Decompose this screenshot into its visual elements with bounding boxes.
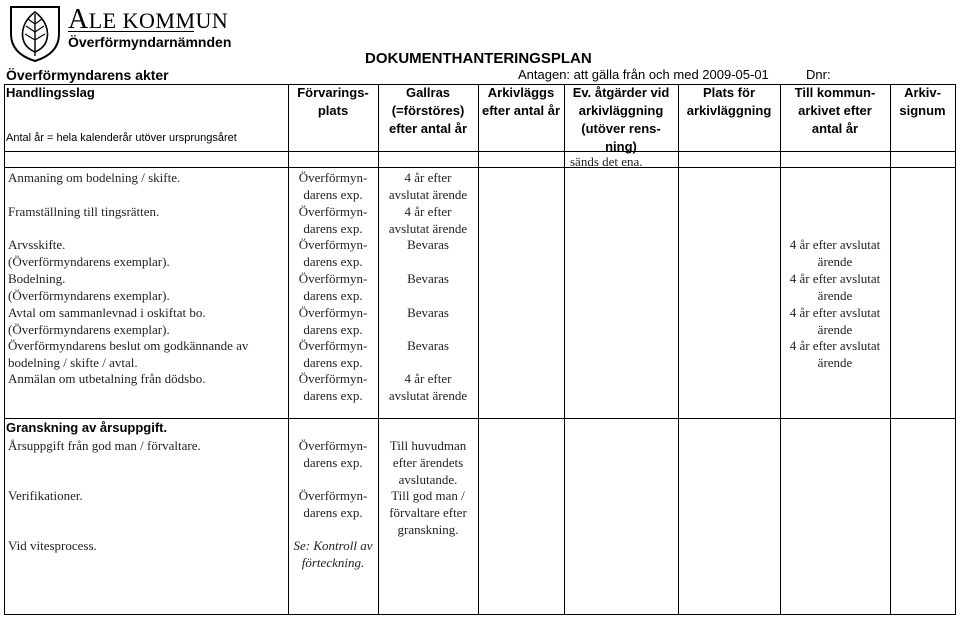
row-forvaring: darens exp. [303, 388, 363, 403]
col-header-line: antal år [811, 121, 859, 136]
table-row-1 [0, 169, 960, 203]
row-gallras: efter ärendets [392, 455, 464, 470]
row-gallras: Bevaras [407, 305, 449, 320]
adopted-date: Antagen: att gälla från och med 2009-05-01 [518, 67, 769, 82]
municipality-logo [8, 4, 62, 62]
col-header-line: Gallras [405, 85, 451, 100]
row-gallras: 4 år efter [404, 170, 452, 185]
col-header-line: Ev. åtgärder vid [572, 85, 670, 100]
row-gallras: granskning. [397, 522, 459, 537]
row-handlingsslag: (Överförmyndarens exemplar). [8, 288, 170, 303]
row-kommunarkiv: 4 år efter avslutat [789, 305, 881, 320]
row-kommunarkiv: ärende [817, 355, 853, 370]
col-header-handlingsslag-note: Antal år = hela kalenderår utöver ursprungsåret [6, 132, 237, 144]
row-gallras: avslutat ärende [388, 388, 468, 403]
grid-line [4, 614, 956, 615]
row-forvaring: darens exp. [303, 187, 363, 202]
row-forvaring: Överförmyn- [298, 237, 368, 252]
row-handlingsslag: Årsuppgift från god man / förvaltare. [8, 438, 201, 453]
section2-title: Granskning av årsuppgift. [6, 420, 168, 435]
row-handlingsslag: Framställning till tingsrätten. [8, 204, 160, 219]
section-title: Överförmyndarens akter [6, 67, 169, 83]
row-kommunarkiv: 4 år efter avslutat [789, 237, 881, 252]
col-header-line: ning) [605, 139, 637, 154]
col-header-handlingsslag: Handlingsslag [6, 85, 95, 100]
row-handlingsslag: (Överförmyndarens exemplar). [8, 254, 170, 269]
row-forvaring: Överförmyn- [298, 170, 368, 185]
row-forvaring: darens exp. [303, 254, 363, 269]
row-forvaring: darens exp. [303, 505, 363, 520]
row-forvaring: förteckning. [301, 555, 365, 570]
row-kommunarkiv: 4 år efter avslutat [789, 338, 881, 353]
col-header-line: arkivläggning [686, 103, 772, 118]
row-kommunarkiv: ärende [817, 322, 853, 337]
row-handlingsslag: Bodelning. [8, 271, 66, 286]
table-row-6 [0, 337, 960, 371]
row-handlingsslag: Anmaning om bodelning / skifte. [8, 170, 181, 185]
org-name-underline [68, 31, 194, 32]
col-header-line: Arkivläggs [487, 85, 555, 100]
row-handlingsslag: Överförmyndarens beslut om godkännande av [8, 338, 249, 353]
grid-line [4, 167, 956, 168]
row-gallras: Bevaras [407, 271, 449, 286]
col-header-kommunarkiv [780, 84, 890, 138]
col-header-line: arkivläggning [578, 103, 664, 118]
leaf-shield-icon [8, 4, 62, 62]
row-handlingsslag: Verifikationer. [8, 488, 83, 503]
row-forvaring: darens exp. [303, 288, 363, 303]
row-forvaring: Överförmyn- [298, 305, 368, 320]
row-gallras: Till huvudman [389, 438, 467, 453]
row-handlingsslag: bodelning / skifte / avtal. [8, 355, 138, 370]
table-row-7 [0, 370, 960, 404]
row-handlingsslag: Avtal om sammanlevnad i oskiftat bo. [8, 305, 206, 320]
col-header-line: (utöver rens- [581, 121, 661, 136]
row-forvaring: darens exp. [303, 322, 363, 337]
col-header-line: signum [899, 103, 946, 118]
col-header-line: Arkiv- [904, 85, 941, 100]
col-header-line: arkivet efter [798, 103, 872, 118]
col-header-arkivsignum [890, 84, 955, 120]
row-forvaring: Överförmyn- [298, 271, 368, 286]
row-forvaring: darens exp. [303, 221, 363, 236]
org-subtitle: Överförmyndarnämnden [68, 34, 232, 50]
table-row-8 [0, 437, 960, 489]
col-header-gallras [378, 84, 478, 138]
col-header-arkivlaggs [478, 84, 564, 120]
col-header-line: efter antal år [481, 103, 561, 118]
col-header-line: plats [317, 103, 349, 118]
row-forvaring: darens exp. [303, 355, 363, 370]
grid-line [4, 418, 956, 419]
row-gallras: Bevaras [407, 237, 449, 252]
row-kommunarkiv: ärende [817, 254, 853, 269]
col-header-line: Förvarings- [297, 85, 369, 100]
col-header-plats [678, 84, 780, 120]
table-row-4 [0, 270, 960, 304]
org-name-rest: LE KOMMUN [88, 8, 229, 33]
row-gallras: avslutat ärende [388, 187, 468, 202]
dnr-label: Dnr: [806, 67, 831, 82]
org-name-initial: A [68, 4, 89, 35]
row-forvaring: Överförmyn- [298, 438, 368, 453]
table-row-3 [0, 236, 960, 270]
row-kommunarkiv: 4 år efter avslutat [789, 271, 881, 286]
doc-title: DOKUMENTHANTERINGSPLAN [365, 50, 592, 67]
row-gallras: Till god man / [391, 488, 465, 503]
row-forvaring: Se: Kontroll av [293, 538, 373, 553]
row-handlingsslag: (Överförmyndarens exemplar). [8, 322, 170, 337]
atgard-note: sänds det ena. [570, 154, 643, 169]
row-gallras: Bevaras [407, 338, 449, 353]
row-forvaring: darens exp. [303, 455, 363, 470]
row-kommunarkiv: ärende [817, 288, 853, 303]
grid-line [4, 151, 956, 152]
col-header-forvaring [288, 84, 378, 120]
table-row-10 [0, 537, 960, 577]
row-forvaring: Överförmyn- [298, 204, 368, 219]
row-handlingsslag: Vid vitesprocess. [8, 538, 97, 553]
col-header-line: Plats för [702, 85, 755, 100]
row-forvaring: Överförmyn- [298, 338, 368, 353]
table-row-5 [0, 304, 960, 338]
row-gallras: förvaltare efter [389, 505, 467, 520]
row-forvaring: Överförmyn- [298, 488, 368, 503]
col-header-line: Till kommun- [794, 85, 876, 100]
row-gallras: avslutat ärende [388, 221, 468, 236]
row-handlingsslag: Anmälan om utbetalning från dödsbo. [8, 371, 206, 386]
table-row-9 [0, 487, 960, 539]
col-header-atgarder [564, 84, 678, 156]
col-header-line: (=förstöres) [391, 103, 465, 118]
row-handlingsslag: Arvsskifte. [8, 237, 66, 252]
row-forvaring: Överförmyn- [298, 371, 368, 386]
row-gallras: avslutande. [398, 472, 458, 487]
row-gallras: 4 år efter [404, 371, 452, 386]
row-gallras: 4 år efter [404, 204, 452, 219]
col-header-line: efter antal år [388, 121, 468, 136]
table-row-2 [0, 203, 960, 237]
